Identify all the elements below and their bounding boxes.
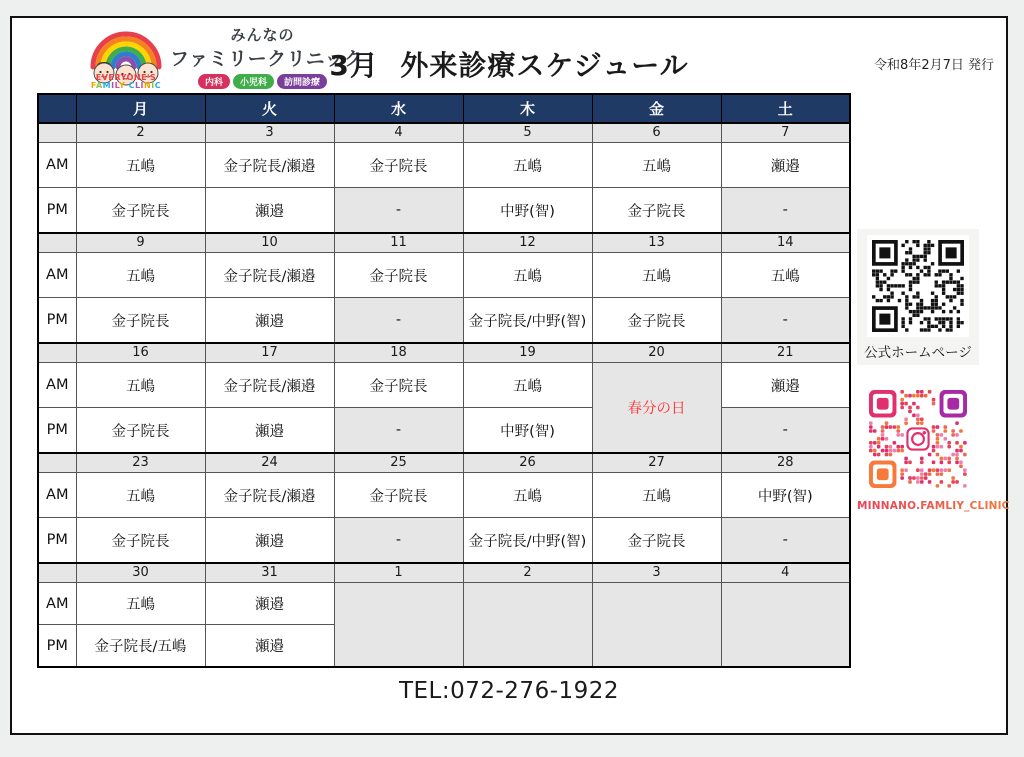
logo-en-line2: FAMILY CLINIC	[90, 81, 162, 91]
date-row-label-cell	[38, 343, 76, 363]
pm-cell: 金子院長/中野(智)	[463, 518, 592, 564]
date-cell: 31	[205, 563, 334, 583]
empty-cell	[721, 583, 850, 668]
pm-cell: 金子院長	[76, 408, 205, 454]
pm-cell: -	[721, 408, 850, 454]
logo-en-line1: EVERYONE'S	[95, 73, 157, 82]
am-cell: 金子院長/瀬邉	[205, 253, 334, 298]
day-header-4: 金	[592, 94, 721, 123]
am-label: AM	[38, 583, 76, 625]
document-page	[10, 16, 1008, 735]
pm-cell: 金子院長/中野(智)	[463, 298, 592, 344]
am-cell: 中野(智)	[721, 473, 850, 518]
am-cell: 五嶋	[463, 473, 592, 518]
date-cell: 26	[463, 453, 592, 473]
pm-cell: 金子院長	[592, 518, 721, 564]
am-cell: 五嶋	[721, 253, 850, 298]
homepage-qr-label: 公式ホームページ	[864, 345, 972, 361]
pm-row	[38, 518, 850, 564]
pm-label: PM	[38, 188, 76, 234]
pm-cell: -	[334, 408, 463, 454]
am-cell: 五嶋	[592, 473, 721, 518]
date-cell: 20	[592, 343, 721, 363]
am-cell: 五嶋	[76, 583, 205, 625]
date-cell: 3	[592, 563, 721, 583]
pm-cell: 瀬邉	[205, 298, 334, 344]
pm-row	[38, 298, 850, 344]
am-row	[38, 473, 850, 518]
am-cell: 五嶋	[76, 363, 205, 408]
am-row	[38, 583, 850, 625]
date-row	[38, 343, 850, 363]
pm-cell: 金子院長	[592, 188, 721, 234]
page-title: 3月 外来診療スケジュール	[329, 49, 689, 82]
logo-jp-line1: みんなの	[230, 26, 295, 44]
am-row	[38, 253, 850, 298]
am-cell: 五嶋	[76, 473, 205, 518]
homepage-qr-icon	[872, 240, 964, 332]
empty-cell	[334, 583, 463, 668]
holiday-cell: 春分の日	[592, 363, 721, 454]
pm-cell: 金子院長	[76, 298, 205, 344]
am-label: AM	[38, 253, 76, 298]
date-cell: 13	[592, 233, 721, 253]
pm-cell: 中野(智)	[463, 408, 592, 454]
am-cell: 瀬邉	[721, 363, 850, 408]
date-cell: 4	[721, 563, 850, 583]
date-cell: 10	[205, 233, 334, 253]
pm-label: PM	[38, 625, 76, 668]
am-cell: 五嶋	[463, 363, 592, 408]
pm-cell: -	[334, 298, 463, 344]
empty-cell	[592, 583, 721, 668]
date-cell: 3	[205, 123, 334, 143]
pm-cell: 瀬邉	[205, 518, 334, 564]
pm-cell: 金子院長	[76, 518, 205, 564]
date-row-label-cell	[38, 123, 76, 143]
date-cell: 11	[334, 233, 463, 253]
date-cell: 2	[76, 123, 205, 143]
pm-row	[38, 188, 850, 234]
date-row	[38, 563, 850, 583]
am-row	[38, 143, 850, 188]
date-cell: 9	[76, 233, 205, 253]
am-cell: 五嶋	[463, 253, 592, 298]
pm-cell: -	[334, 188, 463, 234]
phone-number: TEL:072-276-1922	[398, 678, 620, 704]
am-cell: 金子院長	[334, 253, 463, 298]
am-row	[38, 363, 850, 408]
day-header-3: 木	[463, 94, 592, 123]
date-cell: 5	[463, 123, 592, 143]
am-label: AM	[38, 363, 76, 408]
pm-cell: -	[334, 518, 463, 564]
logo-jp-line2: ファミリークリニック	[170, 48, 364, 70]
issue-date: 令和8年2月7日 発行	[874, 58, 994, 73]
date-cell: 12	[463, 233, 592, 253]
instagram-handle: MINNANO.FAMLIY_CLINIC	[857, 500, 1010, 512]
pm-cell: 瀬邉	[205, 408, 334, 454]
am-cell: 金子院長	[334, 473, 463, 518]
am-cell: 金子院長	[334, 143, 463, 188]
am-cell: 瀬邉	[205, 583, 334, 625]
pm-cell: 中野(智)	[463, 188, 592, 234]
pm-cell: 瀬邉	[205, 625, 334, 668]
am-cell: 五嶋	[76, 253, 205, 298]
pm-cell: 金子院長/五嶋	[76, 625, 205, 668]
date-row-label-cell	[38, 233, 76, 253]
date-cell: 17	[205, 343, 334, 363]
date-cell: 28	[721, 453, 850, 473]
pm-cell: 金子院長	[592, 298, 721, 344]
date-row-label-cell	[38, 453, 76, 473]
date-cell: 19	[463, 343, 592, 363]
badge-内科: 内科	[198, 74, 230, 89]
date-row	[38, 123, 850, 143]
am-cell: 金子院長/瀬邉	[205, 143, 334, 188]
pm-row	[38, 408, 850, 454]
instagram-qr-card	[857, 390, 1010, 512]
date-cell: 18	[334, 343, 463, 363]
date-cell: 23	[76, 453, 205, 473]
pm-cell: -	[721, 518, 850, 564]
instagram-qr-icon	[869, 390, 967, 488]
date-cell: 30	[76, 563, 205, 583]
homepage-qr-card	[857, 229, 979, 365]
am-cell: 瀬邉	[721, 143, 850, 188]
am-cell: 五嶋	[463, 143, 592, 188]
date-row	[38, 453, 850, 473]
am-cell: 五嶋	[592, 143, 721, 188]
date-row-label-cell	[38, 563, 76, 583]
am-cell: 金子院長	[334, 363, 463, 408]
day-header-0: 月	[76, 94, 205, 123]
date-cell: 14	[721, 233, 850, 253]
pm-cell: 瀬邉	[205, 188, 334, 234]
schedule-table-container	[37, 93, 851, 668]
date-cell: 2	[463, 563, 592, 583]
date-cell: 24	[205, 453, 334, 473]
empty-cell	[463, 583, 592, 668]
am-cell: 五嶋	[592, 253, 721, 298]
am-cell: 金子院長/瀬邉	[205, 363, 334, 408]
pm-cell: 金子院長	[76, 188, 205, 234]
badge-訪問診療: 訪問診療	[277, 74, 327, 89]
pm-cell: -	[721, 298, 850, 344]
date-cell: 4	[334, 123, 463, 143]
date-cell: 27	[592, 453, 721, 473]
date-cell: 7	[721, 123, 850, 143]
date-cell: 1	[334, 563, 463, 583]
date-row	[38, 233, 850, 253]
am-label: AM	[38, 473, 76, 518]
am-cell: 五嶋	[76, 143, 205, 188]
date-cell: 16	[76, 343, 205, 363]
date-cell: 6	[592, 123, 721, 143]
pm-cell: -	[721, 188, 850, 234]
am-label: AM	[38, 143, 76, 188]
am-cell: 金子院長/瀬邉	[205, 473, 334, 518]
corner-cell	[38, 94, 76, 123]
day-header-2: 水	[334, 94, 463, 123]
day-header-5: 土	[721, 94, 850, 123]
date-cell: 21	[721, 343, 850, 363]
schedule-table	[37, 93, 851, 668]
pm-label: PM	[38, 518, 76, 564]
date-cell: 25	[334, 453, 463, 473]
day-header-1: 火	[205, 94, 334, 123]
pm-label: PM	[38, 298, 76, 344]
pm-label: PM	[38, 408, 76, 454]
badge-小児科: 小児科	[233, 74, 274, 89]
